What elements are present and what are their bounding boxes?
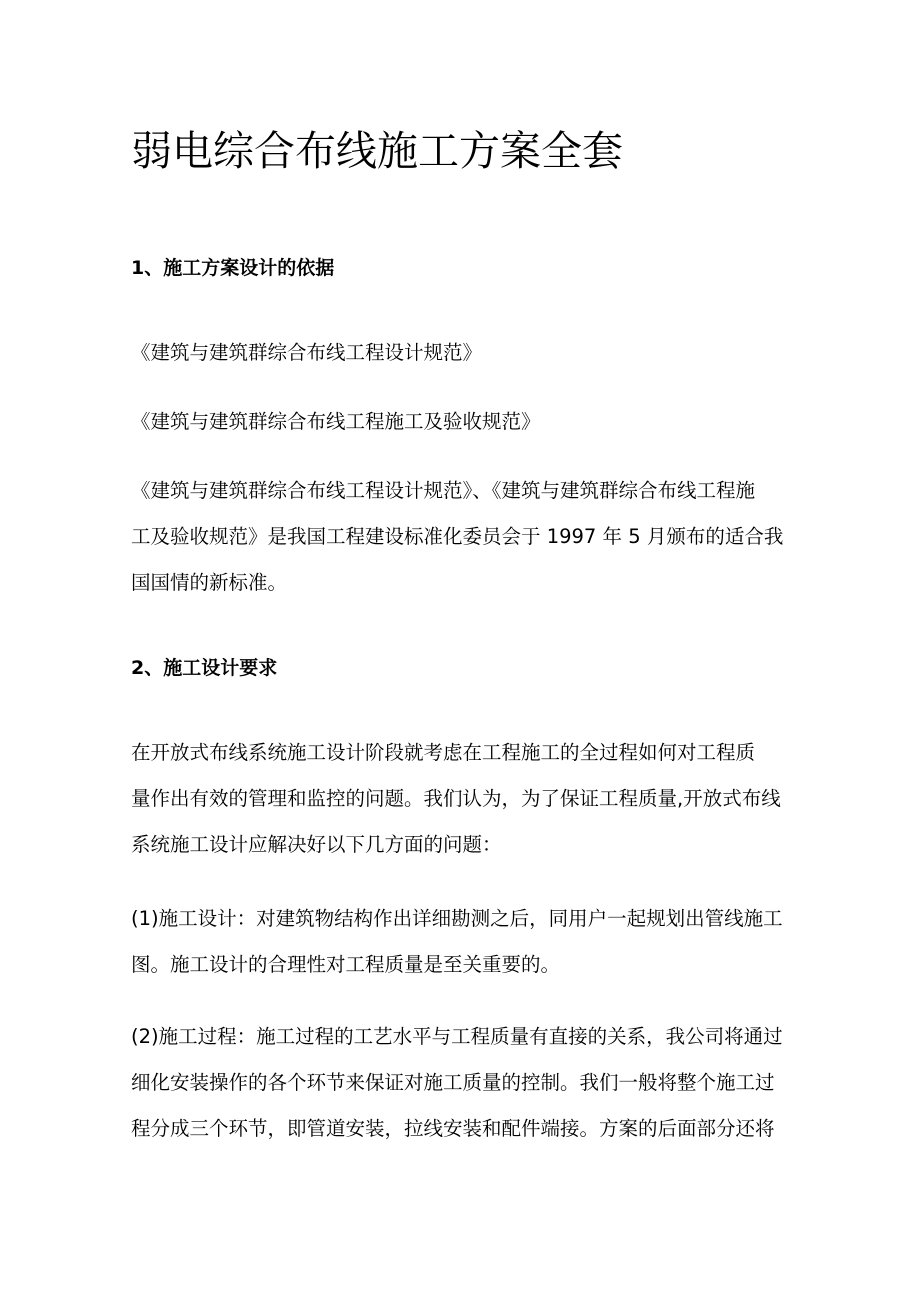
item-construction-process-line: 程分成三个环节，即管道安装，拉线安装和配件端接。方案的后面部分还将	[131, 1117, 775, 1140]
item-construction-process-line: (2)施工过程：施工过程的工艺水平与工程质量有直接的关系，我公司将通过	[131, 1025, 783, 1048]
paragraph-intro-line: 量作出有效的管理和监控的问题。我们认为，为了保证工程质量,开放式布线	[131, 787, 781, 810]
reference-construction-spec: 《建筑与建筑群综合布线工程施工及验收规范》	[131, 410, 541, 433]
paragraph-intro-line: 在开放式布线系统施工设计阶段就考虑在工程施工的全过程如何对工程质	[131, 741, 756, 764]
item-construction-design-line: (1)施工设计：对建筑物结构作出详细勘测之后，同用户一起规划出管线施工	[131, 907, 783, 930]
document-title: 弱电综合布线施工方案全套	[131, 127, 623, 175]
paragraph-standards-line: 《建筑与建筑群综合布线工程设计规范》、《建筑与建筑群综合布线工程施	[131, 479, 756, 502]
paragraph-standards-line: 国国情的新标准。	[131, 571, 288, 594]
item-construction-design-line: 图。施工设计的合理性对工程质量是至关重要的。	[131, 953, 561, 976]
section-1-heading: 1、施工方案设计的依据	[131, 257, 335, 279]
item-construction-process-line: 细化安装操作的各个环节来保证对施工质量的控制。我们一般将整个施工过	[131, 1071, 775, 1094]
paragraph-intro-line: 系统施工设计应解决好以下几方面的问题：	[131, 833, 502, 856]
section-2-heading: 2、施工设计要求	[131, 657, 278, 679]
reference-design-spec: 《建筑与建筑群综合布线工程设计规范》	[131, 341, 483, 364]
paragraph-standards-line: 工及验收规范》是我国工程建设标准化委员会于 1997 年 5 月颁布的适合我	[131, 525, 784, 548]
